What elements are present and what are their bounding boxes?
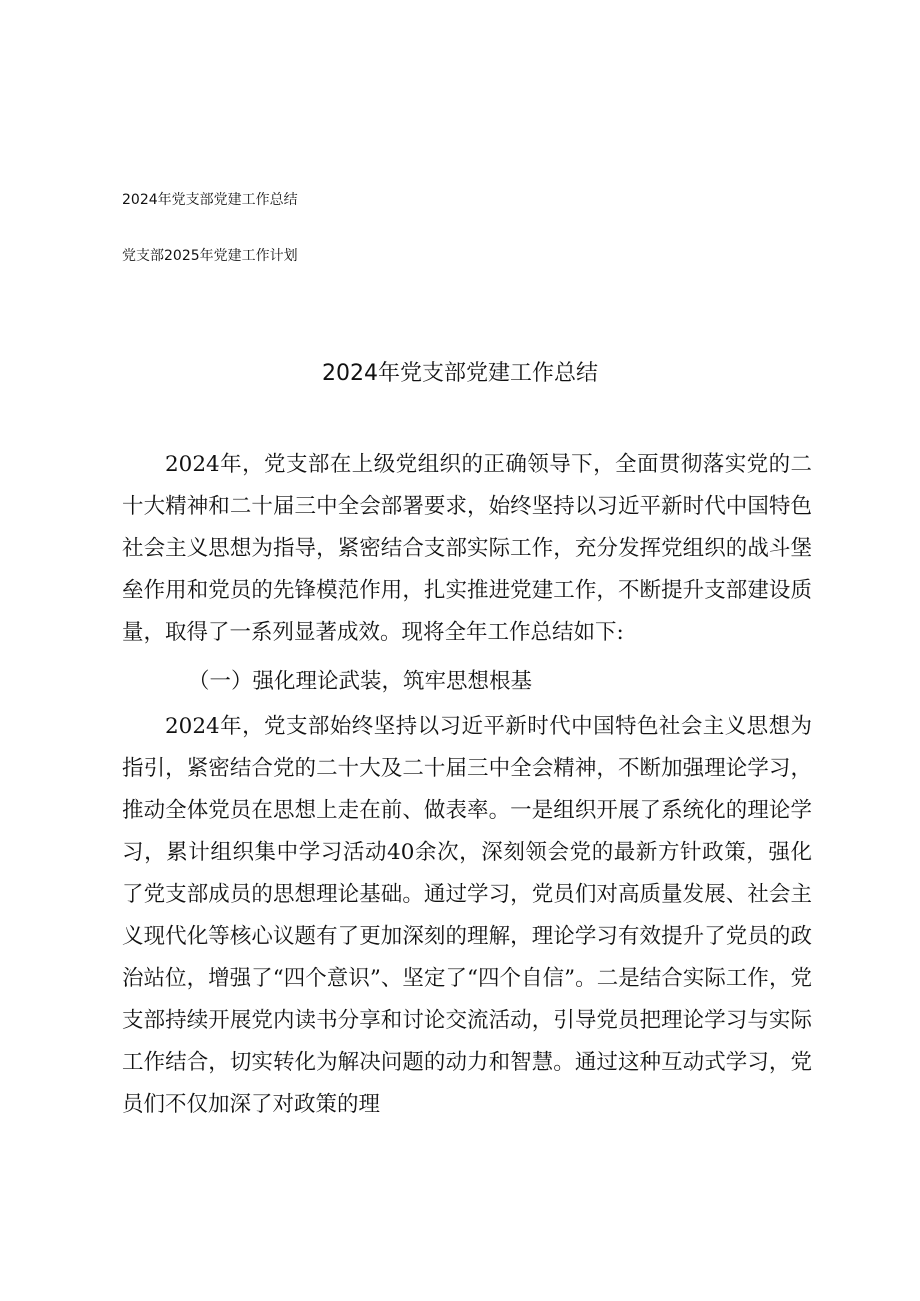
document-title: 2024年党支部党建工作总结	[322, 361, 598, 386]
section-1-paragraph: 2024年，党支部始终坚持以习近平新时代中国特色社会主义思想为指引，紧密结合党的二十大及二十届三中全会精神，不断加强理论学习，推动全体党员在思想上走在前、做表率。一是组织开展了系统化的理论学习，累计组织集中学习活动40余次，深刻领会党的最新方针政策，强化了党支部成员的思想理论基础。通过学习，党员们对高质量发展、社会主义现代化等核心议题有了更加深刻的理解，理论学习有效提升了党员的政治站位，增强了“四个意识”、坚定了“四个自信”。二是结合实际工作，党支部持续开展党内读书分享和讨论交流活动，引导党员把理论学习与实际工作结合，切实转化为解决问题的动力和智慧。通过这种互动式学习，党员们不仅加深了对政策的理	[122, 714, 812, 1117]
intro-paragraph: 2024年，党支部在上级党组织的正确领导下，全面贯彻落实党的二十大精神和二十届三中全会部署要求，始终坚持以习近平新时代中国特色社会主义思想为指导，紧密结合支部实际工作，充分发挥党组织的战斗堡垒作用和党员的先锋模范作用，扎实推进党建工作，不断提升支部建设质量，取得了一系列显著成效。现将全年工作总结如下:	[122, 452, 812, 645]
section-heading-1: （一）强化理论武装，筑牢思想根基	[188, 669, 533, 694]
toc-item-summary: 2024年党支部党建工作总结	[122, 192, 298, 208]
toc-item-plan: 党支部2025年党建工作计划	[122, 248, 298, 264]
